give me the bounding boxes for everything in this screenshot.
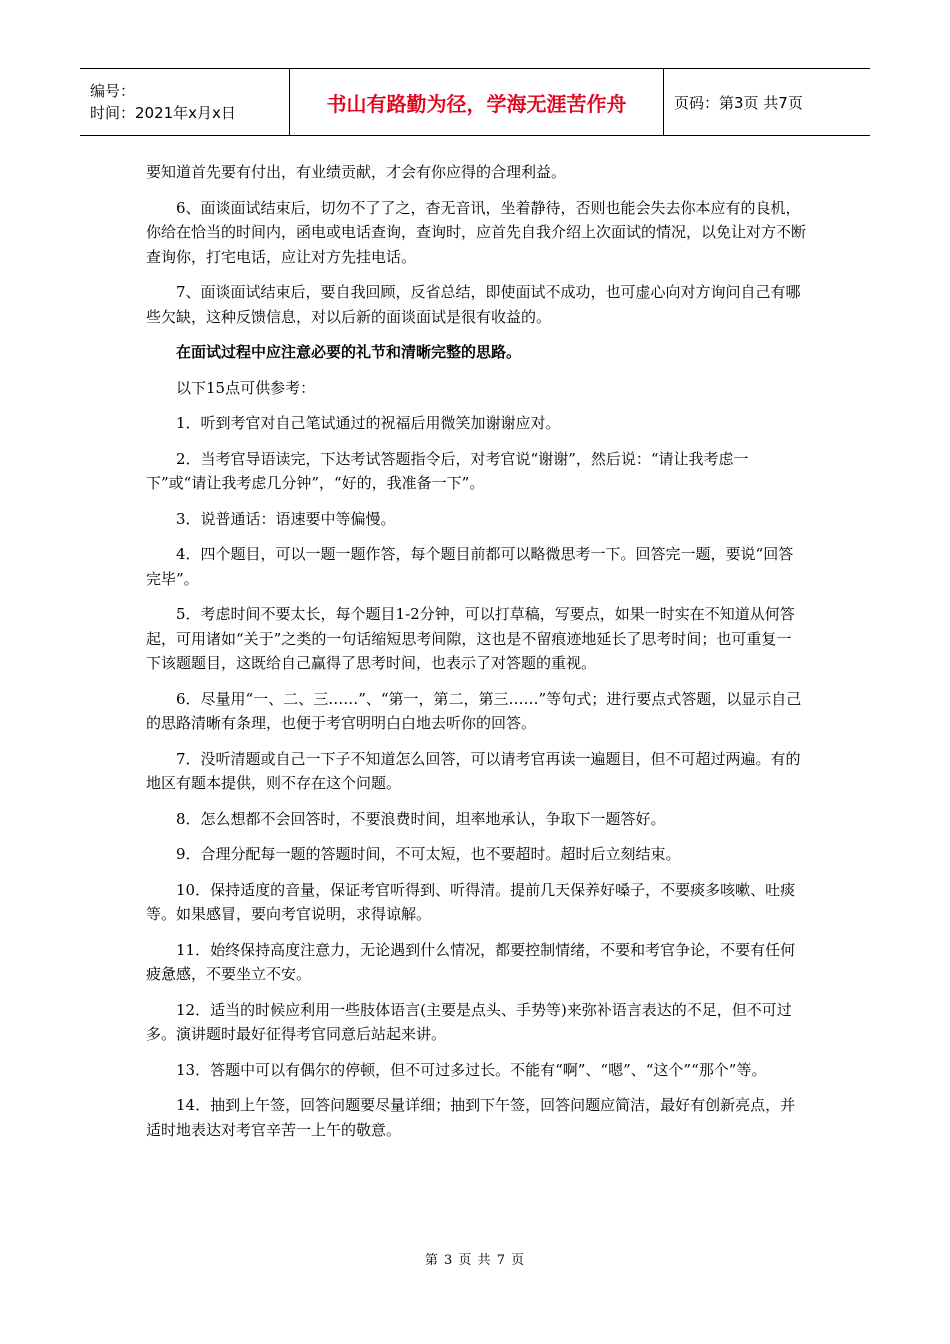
header-meta <box>80 69 290 136</box>
list-item-6: 6．尽量用“一、二、三……”、“第一，第二，第三……”等句式；进行要点式答题，以显示自己的思路清晰有条理，也便于考官明明白白地去听你的回答。 <box>146 689 802 732</box>
list-item-3: 3．说普通话：语速要中等偏慢。 <box>176 509 396 528</box>
list-lead: 以下15点可供参考： <box>176 378 316 397</box>
list-item-8: 8．怎么想都不会回答时，不要浪费时间，坦率地承认，争取下一题答好。 <box>176 809 666 828</box>
paragraph-7: 7、面谈面试结束后，要自我回顾，反省总结，即使面试不成功，也可虚心向对方询问自己有哪些欠缺，这种反馈信息，对以后新的面谈面试是很有收益的。 <box>146 283 801 326</box>
list-item-2: 2．当考官导语读完，下达考试答题指令后，对考官说“谢谢”，然后说：“请让我考虑一下”或“请让我考虑几分钟”，“好的，我准备一下”。 <box>146 449 749 492</box>
header-motto-cell <box>290 69 664 136</box>
document-body <box>146 160 806 1153</box>
list-item-11: 11．始终保持高度注意力，无论遇到什么情况，都要控制情绪，不要和考官争论，不要有任何疲惫感，不要坐立不安。 <box>146 940 796 983</box>
time-label: 时间：2021年x月x日 <box>90 104 236 122</box>
list-item-9: 9．合理分配每一题的答题时间，不可太短，也不要超时。超时后立刻结束。 <box>176 845 681 863</box>
page-footer: 第 3 页 共 7 页 <box>424 1253 526 1268</box>
section-heading: 在面试过程中应注意必要的礼节和清晰完整的思路。 <box>176 343 522 361</box>
list-item-5: 5．考虑时间不要太长，每个题目1-2分钟，可以打草稿，写要点，如果一时实在不知道从何答起，可用诸如“关于”之类的一句话缩短思考间隙，这也是不留痕迹地延长了思考时间；也可重复一下该题题目，这既给自己赢得了思考时间，也表示了对答题的重视。 <box>146 605 795 672</box>
list-item-7: 7．没听清题或自己一下子不知道怎么回答，可以请考官再读一遍题目，但不可超过两遍。有的地区有题本提供，则不存在这个问题。 <box>146 749 801 792</box>
list-item-1: 1．听到考官对自己笔试通过的祝福后用微笑加谢谢应对。 <box>176 414 561 432</box>
list-item-13: 13．答题中可以有偶尔的停顿，但不可过多过长。不能有“啊”、“嗯”、“这个”“那个”等。 <box>176 1060 767 1079</box>
paragraph-6: 6、面谈面试结束后，切勿不了了之，杳无音讯，坐着静待，否则也能会失去你本应有的良机，你给在恰当的时间内，函电或电话查询，查询时，应首先自我介绍上次面试的情况，以免让对方不断查询你，打宅电话，应让对方先挂电话。 <box>146 198 807 266</box>
header-page-info: 页码：第3页 共7页 <box>664 69 871 136</box>
list-item-4: 4．四个题目，可以一题一题作答，每个题目前都可以略微思考一下。回答完一题，要说“回答完毕”。 <box>146 545 794 588</box>
page-header <box>80 68 870 136</box>
list-item-14: 14．抽到上午签，回答问题要尽量详细；抽到下午签，回答问题应简洁，最好有创新亮点，并适时地表达对考官辛苦一上午的敬意。 <box>146 1096 796 1139</box>
list-item-10: 10．保持适度的音量，保证考官听得到、听得清。提前几天保养好嗓子，不要痰多咳嗽、吐痰等。如果感冒，要向考官说明，求得谅解。 <box>146 880 796 923</box>
doc-number-label: 编号： <box>90 82 136 100</box>
paragraph-intro: 要知道首先要有付出，有业绩贡献，才会有你应得的合理利益。 <box>146 163 567 181</box>
list-item-12: 12．适当的时候应利用一些肢体语言(主要是点头、手势等)来弥补语言表达的不足，但不可过多。演讲题时最好征得考官同意后站起来讲。 <box>146 1000 792 1043</box>
header-motto: 书山有路勤为径，学海无涯苦作舟 <box>326 91 627 116</box>
